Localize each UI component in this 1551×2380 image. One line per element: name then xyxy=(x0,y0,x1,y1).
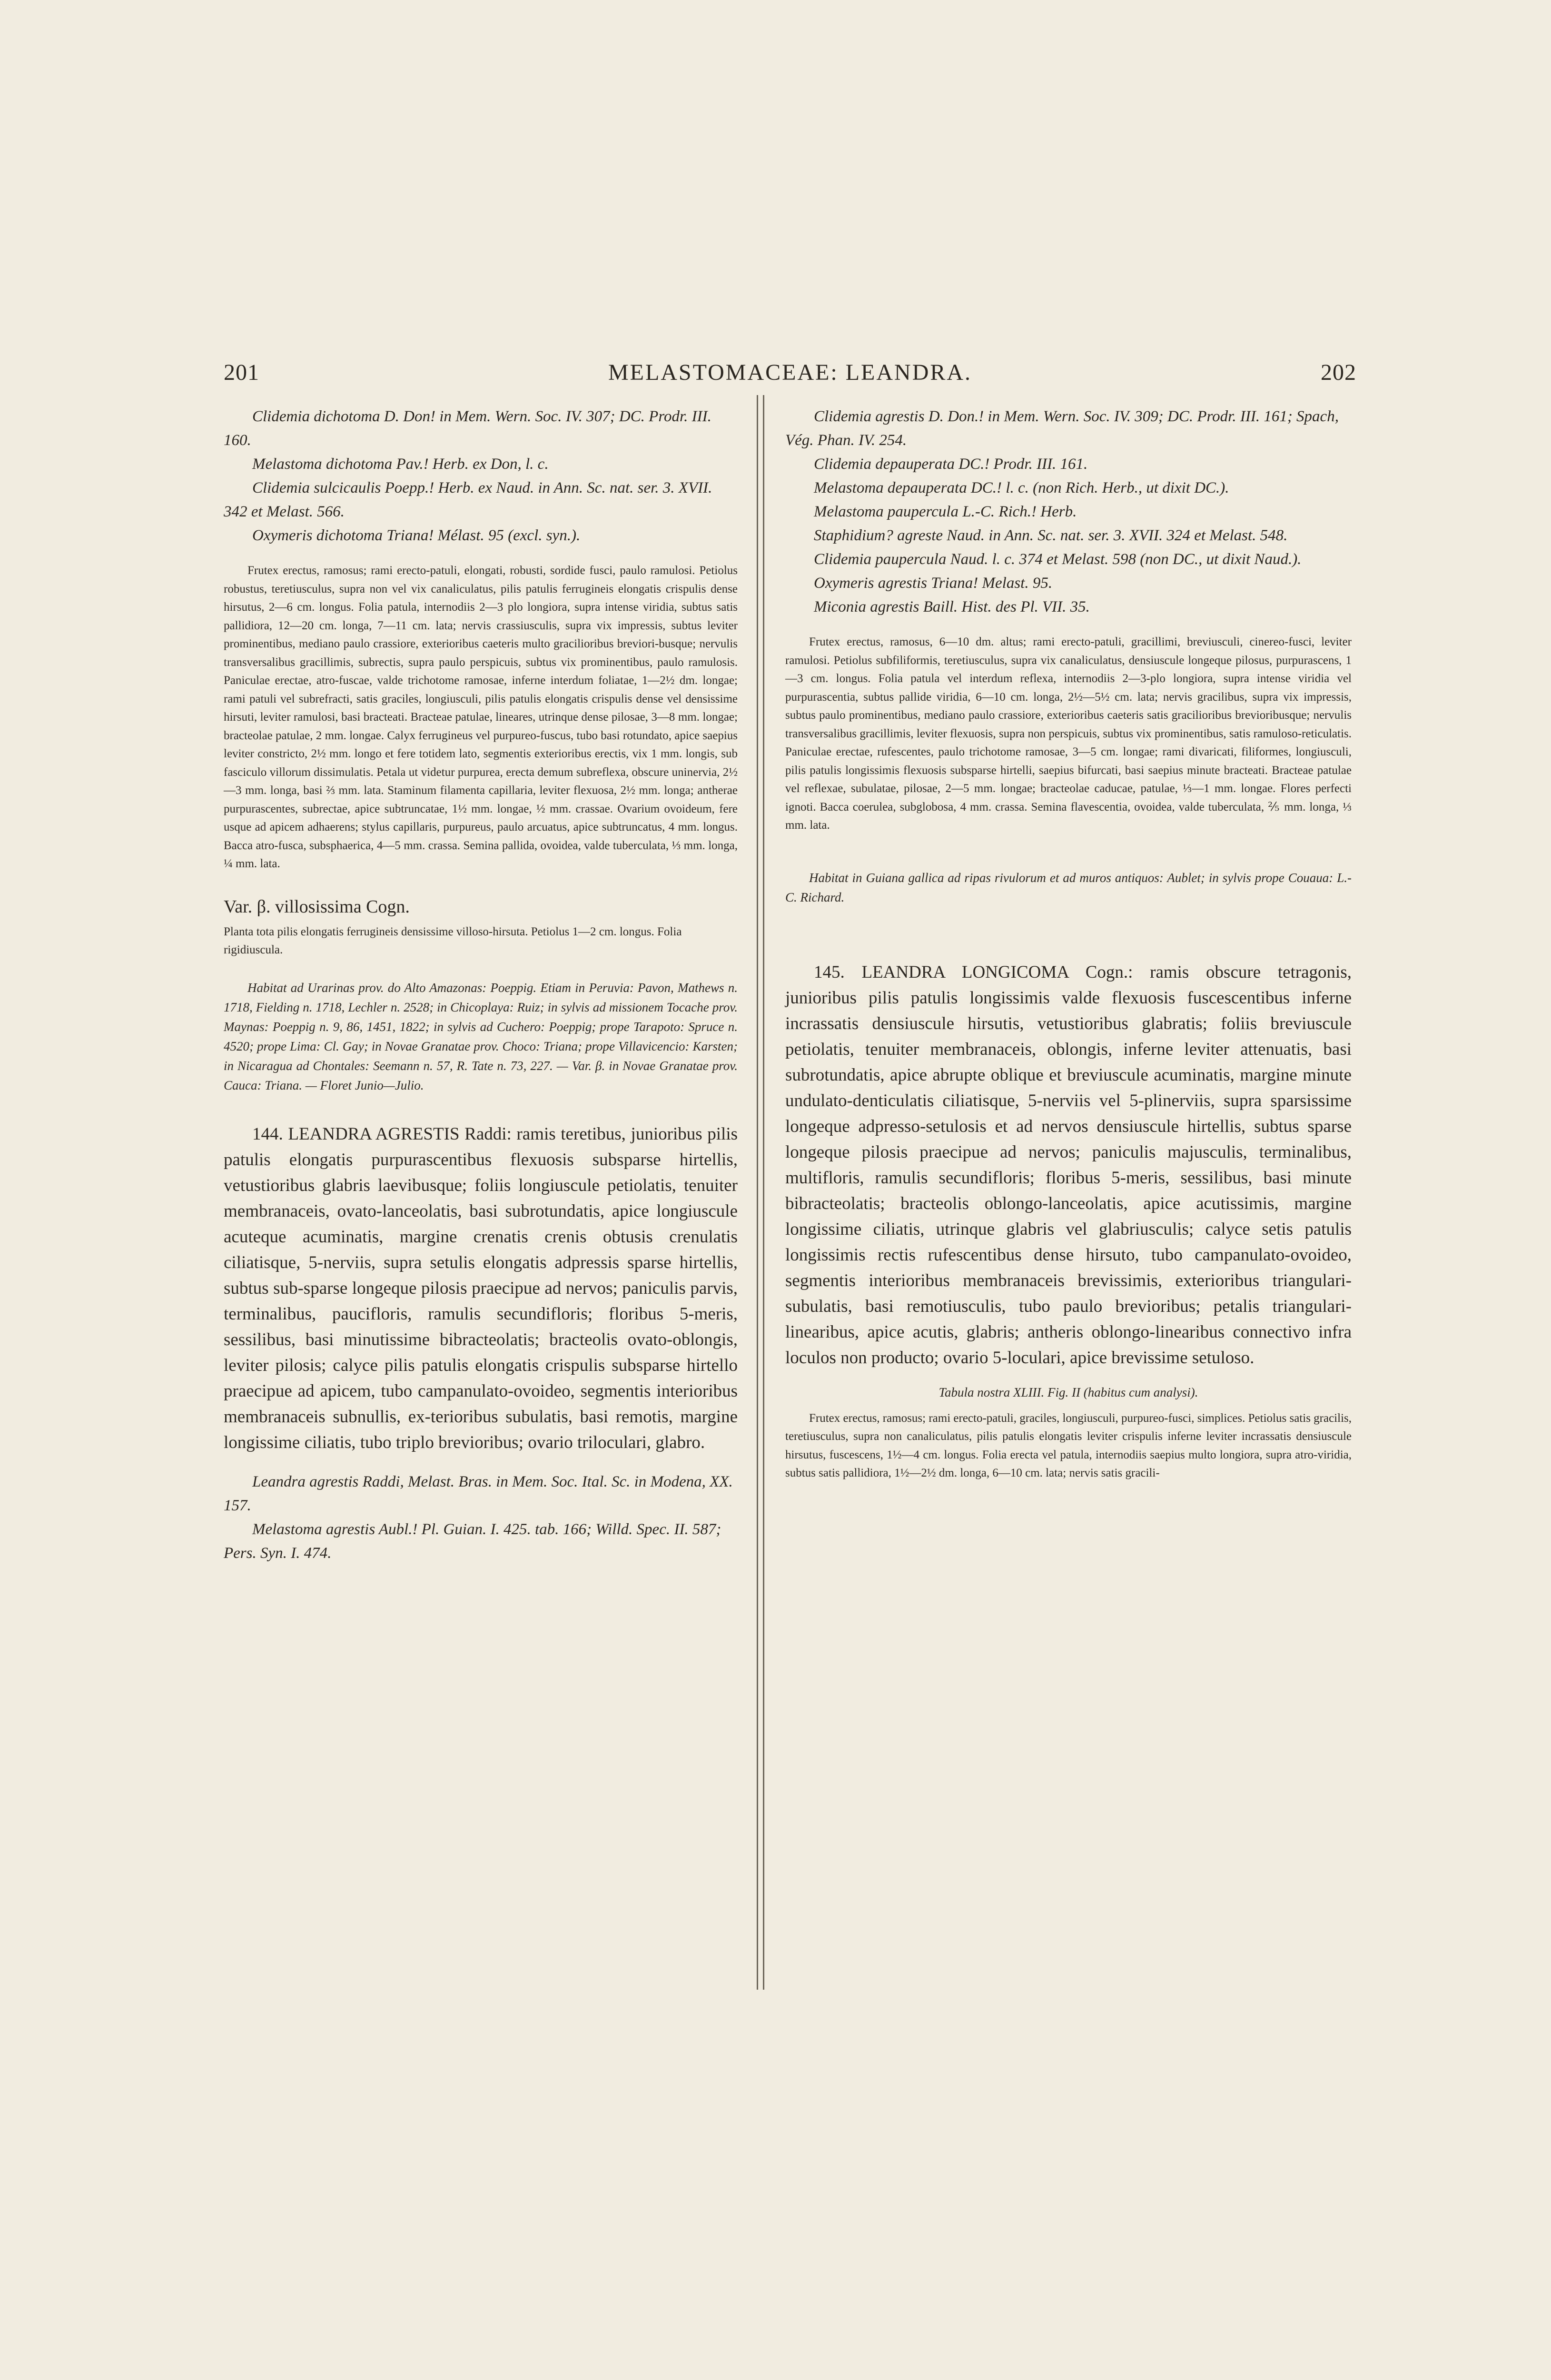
right-column xyxy=(785,405,1352,1483)
synonym-entry: Oxymeris agrestis Triana! Melast. 95. xyxy=(814,575,1053,592)
synonym-entry: Melastoma agrestis Aubl.! Pl. Guian. I. 425. tab. 166; Willd. Spec. II. 587; Pers. Syn. I. 474. xyxy=(224,1520,721,1562)
variety-text: Planta tota pilis elongatis ferrugineis densissime villoso-hirsuta. Petiolus 1—2 cm. longus. Folia rigidiuscula. xyxy=(224,925,682,956)
column-divider xyxy=(757,395,764,1990)
species-144-entry xyxy=(224,1121,738,1456)
synonym-entry: Clidemia depauperata DC.! Prodr. III. 161. xyxy=(814,456,1088,473)
synonym-entry: Staphidium? agreste Naud. in Ann. Sc. nat. ser. 3. XVII. 324 et Melast. 548. xyxy=(814,527,1288,544)
running-header xyxy=(224,359,1356,388)
description-text: Frutex erectus, ramosus, 6—10 dm. altus; rami erecto-patuli, gracillimi, breviusculi, cinereo-fusci, leviter ramulosi. Petiolus subfiliformis, teretiusculus, supra vix canaliculatus, densiuscule longeque pilosus, purpurascens, 1—3 cm. longus. Folia patula vel interdum reflexa, internodiis 2—3-plo longiora, supra intense viridia vel purpurascentia, subtus pallide viridia, 6—10 cm. longa, 2½—5½ cm. lata; nervis gracilibus, supra vix impressis, subtus paulo prominentibus, mediano paulo crassiore, exterioribus caeteris satis gracilioribus brevioribusque; nervulis transversalibus gracillimis, leviter flexuosis, supra non perspicuis, subtus vix prominentibus, satis ramuloso-reticulatis. Paniculae erectae, rufescentes, paulo trichotome ramosae, 3—5 cm. longae; rami divaricati, filiformes, longiusculi, pilis patulis longissimis flexuosis subsparse hirtelli, saepius bifurcati, basi saepius minute bracteati. Bracteae patulae vel reflexae, subulatae, pilosae, 2—5 mm. longae; bracteolae caducae, patulae, ⅓—1 mm. longae. Flores perfecti ignoti. Bacca coerulea, subglobosa, 4 mm. crassa. Semina flavescentia, ovoidea, valde tuberculata, ⅖ mm. longa, ⅓ mm. lata. xyxy=(785,635,1352,832)
habitat-paragraph xyxy=(224,978,738,1095)
description-paragraph xyxy=(224,562,738,873)
species-144-diagnosis: 144. LEANDRA AGRESTIS Raddi: ramis teretibus, junioribus pilis patulis elongatis purpurascentibus flexuosis subsparse hirtellis, vetustioribus glabris laevibusque; foliis longiuscule petiolatis, tenuiter membranaceis, ovato-lanceolatis, basi subrotundatis, apice longiuscule acuteque acuminatis, margine crenatis crenis obtusis crenulatis ciliatisque, 5-nerviis, supra setulis elongatis adpressis sparse hirtellis, subtus sub-sparse longeque pilosis praecipue ad nervos; paniculis parvis, terminalibus, paucifloris, ramulis secundifloris; floribus 5-meris, sessilibus, basi minutissime bibracteolatis; bracteolis ovato-oblongis, leviter pilosis; calyce pilis patulis elongatis crispulis subsparse hirtello praecipue ad apicem, tubo campanulato-ovoideo, segmentis interioribus membranaceis subnullis, ex-terioribus subulatis, basi remotis, margine longissime ciliatis, tubo triplo brevioribus; ovario triloculari, glabro. xyxy=(224,1124,738,1452)
species-145-entry xyxy=(785,960,1352,1371)
synonym-entry: Miconia agrestis Baill. Hist. des Pl. VII. 35. xyxy=(814,598,1090,615)
description-145-text: Frutex erectus, ramosus; rami erecto-patuli, graciles, longiusculi, purpureo-fusci, simplices. Petiolus satis gracilis, teretiusculus, supra non canaliculatus, pilis patulis elongatis leviter crispulis inferne leviter incrassatis densiuscule hirsutus, fuscescens, 1½—4 cm. longus. Folia erecta vel patula, internodiis saepius multo longiora, supra atro-viridia, subtus satis pallidiora, 1½—2½ dm. longa, 6—10 cm. lata; nervis satis gracili- xyxy=(785,1411,1352,1479)
synonym-entry: Clidemia agrestis D. Don.! in Mem. Wern. Soc. IV. 309; DC. Prodr. III. 161; Spach, Vég. Phan. IV. 254. xyxy=(785,408,1339,449)
page-number-left: 201 xyxy=(224,360,259,385)
synonym-list xyxy=(785,405,1352,619)
synonym-entry: Clidemia sulcicaulis Poepp.! Herb. ex Naud. in Ann. Sc. nat. ser. 3. XVII. 342 et Melast. 566. xyxy=(224,479,712,520)
habitat-text: Habitat in Guiana gallica ad ripas rivulorum et ad muros antiquos: Aublet; in sylvis prope Couaua: L.-C. Richard. xyxy=(785,870,1352,904)
page-number-right: 202 xyxy=(1321,360,1356,385)
habitat-paragraph xyxy=(785,868,1352,907)
figure-reference: Tabula nostra XLIII. Fig. II (habitus cum analysi). xyxy=(939,1385,1198,1399)
synonym-list xyxy=(224,405,738,547)
habitat-text: Habitat ad Urarinas prov. do Alto Amazonas: Poeppig. Etiam in Peruvia: Pavon, Mathews n. 1718, Fielding n. 1718, Lechler n. 2528; in Chicoplaya: Ruiz; in sylvis ad missionem Tocache prov. Maynas: Poeppig n. 9, 86, 1451, 1822; in sylvis ad Cuchero: Poeppig; prope Tarapoto: Spruce n. 4520; prope Lima: Cl. Gay; in Novae Granatae prov. Choco: Triana; prope Villavicencio: Karsten; in Nicaragua ad Chontales: Seemann n. 57, R. Tate n. 73, 227. — Var. β. in Novae Granatae prov. Cauca: Triana. — Floret Junio—Julio. xyxy=(224,980,738,1092)
description-145-paragraph xyxy=(785,1409,1352,1483)
description-paragraph xyxy=(785,633,1352,835)
synonym-entry: Leandra agrestis Raddi, Melast. Bras. in Mem. Soc. Ital. Sc. in Modena, XX. 157. xyxy=(224,1473,733,1514)
species-145-diagnosis: 145. LEANDRA LONGICOMA Cogn.: ramis obscure tetragonis, junioribus pilis patulis longissimis valde flexuosis fuscescentibus inferne incrassatis densiuscule hirsutis, vetustioribus glabratis; foliis breviuscule petiolatis, tenuiter membranaceis, oblongis, inferne leviter attenuatis, basi subrotundatis, apice abrupte oblique et breviuscule acuminatis, margine minute undulato-denticulatis ciliatisque, 5-nerviis vel 5-plinerviis, supra sparsissime longeque adpresso-setulosis et ad nervos densiuscule hirtellis, subtus sparse longeque pilosis praecipue ad nervos; paniculis majusculis, terminalibus, multifloris, ramulis secundifloris; floribus 5-meris, sessilibus, basi minute bibracteolatis; bracteolis oblongo-lanceolatis, apice acutissimis, margine longissime ciliatis, utrinque glabris vel glabriusculis; calyce setis patulis longissimis rectis rufescentibus dense hirsuto, tubo campanulato-ovoideo, segmentis interioribus membranaceis brevissimis, exterioribus triangulari-subulatis, basi remotiusculis, tubo paulo brevioribus; petalis triangulari-linearibus, apice acutis, glabris; antheris oblongo-linearibus connectivo infra loculos non producto; ovario 5-loculari, apice brevissime setuloso. xyxy=(785,962,1352,1368)
synonym-entry: Oxymeris dichotoma Triana! Mélast. 95 (excl. syn.). xyxy=(252,527,581,544)
header-title: MELASTOMACEAE: LEANDRA. xyxy=(608,360,972,385)
synonym-entry: Melastoma paupercula L.-C. Rich.! Herb. xyxy=(814,503,1077,520)
left-column xyxy=(224,405,738,1565)
synonym-entry: Melastoma dichotoma Pav.! Herb. ex Don, l. c. xyxy=(252,456,549,473)
synonym-entry: Clidemia dichotoma D. Don! in Mem. Wern. Soc. IV. 307; DC. Prodr. III. 160. xyxy=(224,408,711,449)
species-144-synonyms xyxy=(224,1470,738,1565)
description-text: Frutex erectus, ramosus; rami erecto-patuli, elongati, robusti, sordide fusci, paulo ramulosi. Petiolus robustus, teretiusculus, supra non vel vix canaliculatus, pilis patulis ferrugineis elongatis crispulis dense hirsutus, 2—6 cm. longus. Folia patula, internodiis 2—3 plo longiora, supra intense viridia, subtus satis pallidiora, 12—20 cm. longa, 7—11 cm. lata; nervis crassiusculis, supra vix impressis, subtus leviter prominentibus, mediano paulo crassiore, exterioribus caeteris multo gracilioribus breviori-busque; nervulis transversalibus gracillimis, subrectis, supra paulo perspicuis, subtus vix prominentibus, paulo ramulosis. Paniculae erectae, atro-fuscae, valde trichotome ramosae, inferne interdum foliatae, 1—2½ dm. longae; rami patuli vel subrefracti, satis graciles, longiusculi, pilis patulis elongatis crispulis dense vel densissime hirsuti, leviter ramulosi, basi bracteati. Bracteae patulae, lineares, utrinque dense pilosae, 3—8 mm. longae; bracteolae patulae, 2 mm. longae. Calyx ferrugineus vel purpureo-fuscus, tubo basi rotundato, apice saepius leviter constricto, 2½ mm. longo et fere totidem lato, segmentis exterioribus erectis, vix 1 mm. longis, sub fasciculo villorum dissimulatis. Petala ut videtur purpurea, erecta demum subreflexa, obscure uninervia, 2½—3 mm. longa, basi ⅔ mm. lata. Staminum filamenta capillaria, leviter flexuosa, 2½ mm. longa; antherae purpurascentes, subrectae, apice subtruncatae, 1½ mm. longae, ½ mm. crassae. Ovarium ovoideum, fere usque ad apicem adhaerens; stylus capillaris, purpureus, paulo arcuatus, apice subtruncatus, 4 mm. longus. Bacca atro-fusca, subsphaerica, 4—5 mm. crassa. Semina pallida, ovoidea, valde tuberculata, ⅓ mm. longa, ¼ mm. lata. xyxy=(224,564,738,870)
synonym-entry: Melastoma depauperata DC.! l. c. (non Rich. Herb., ut dixit DC.). xyxy=(814,479,1229,496)
variety-heading: Var. β. villosissima Cogn. xyxy=(224,896,410,917)
synonym-entry: Clidemia paupercula Naud. l. c. 374 et Melast. 598 (non DC., ut dixit Naud.). xyxy=(814,551,1302,568)
